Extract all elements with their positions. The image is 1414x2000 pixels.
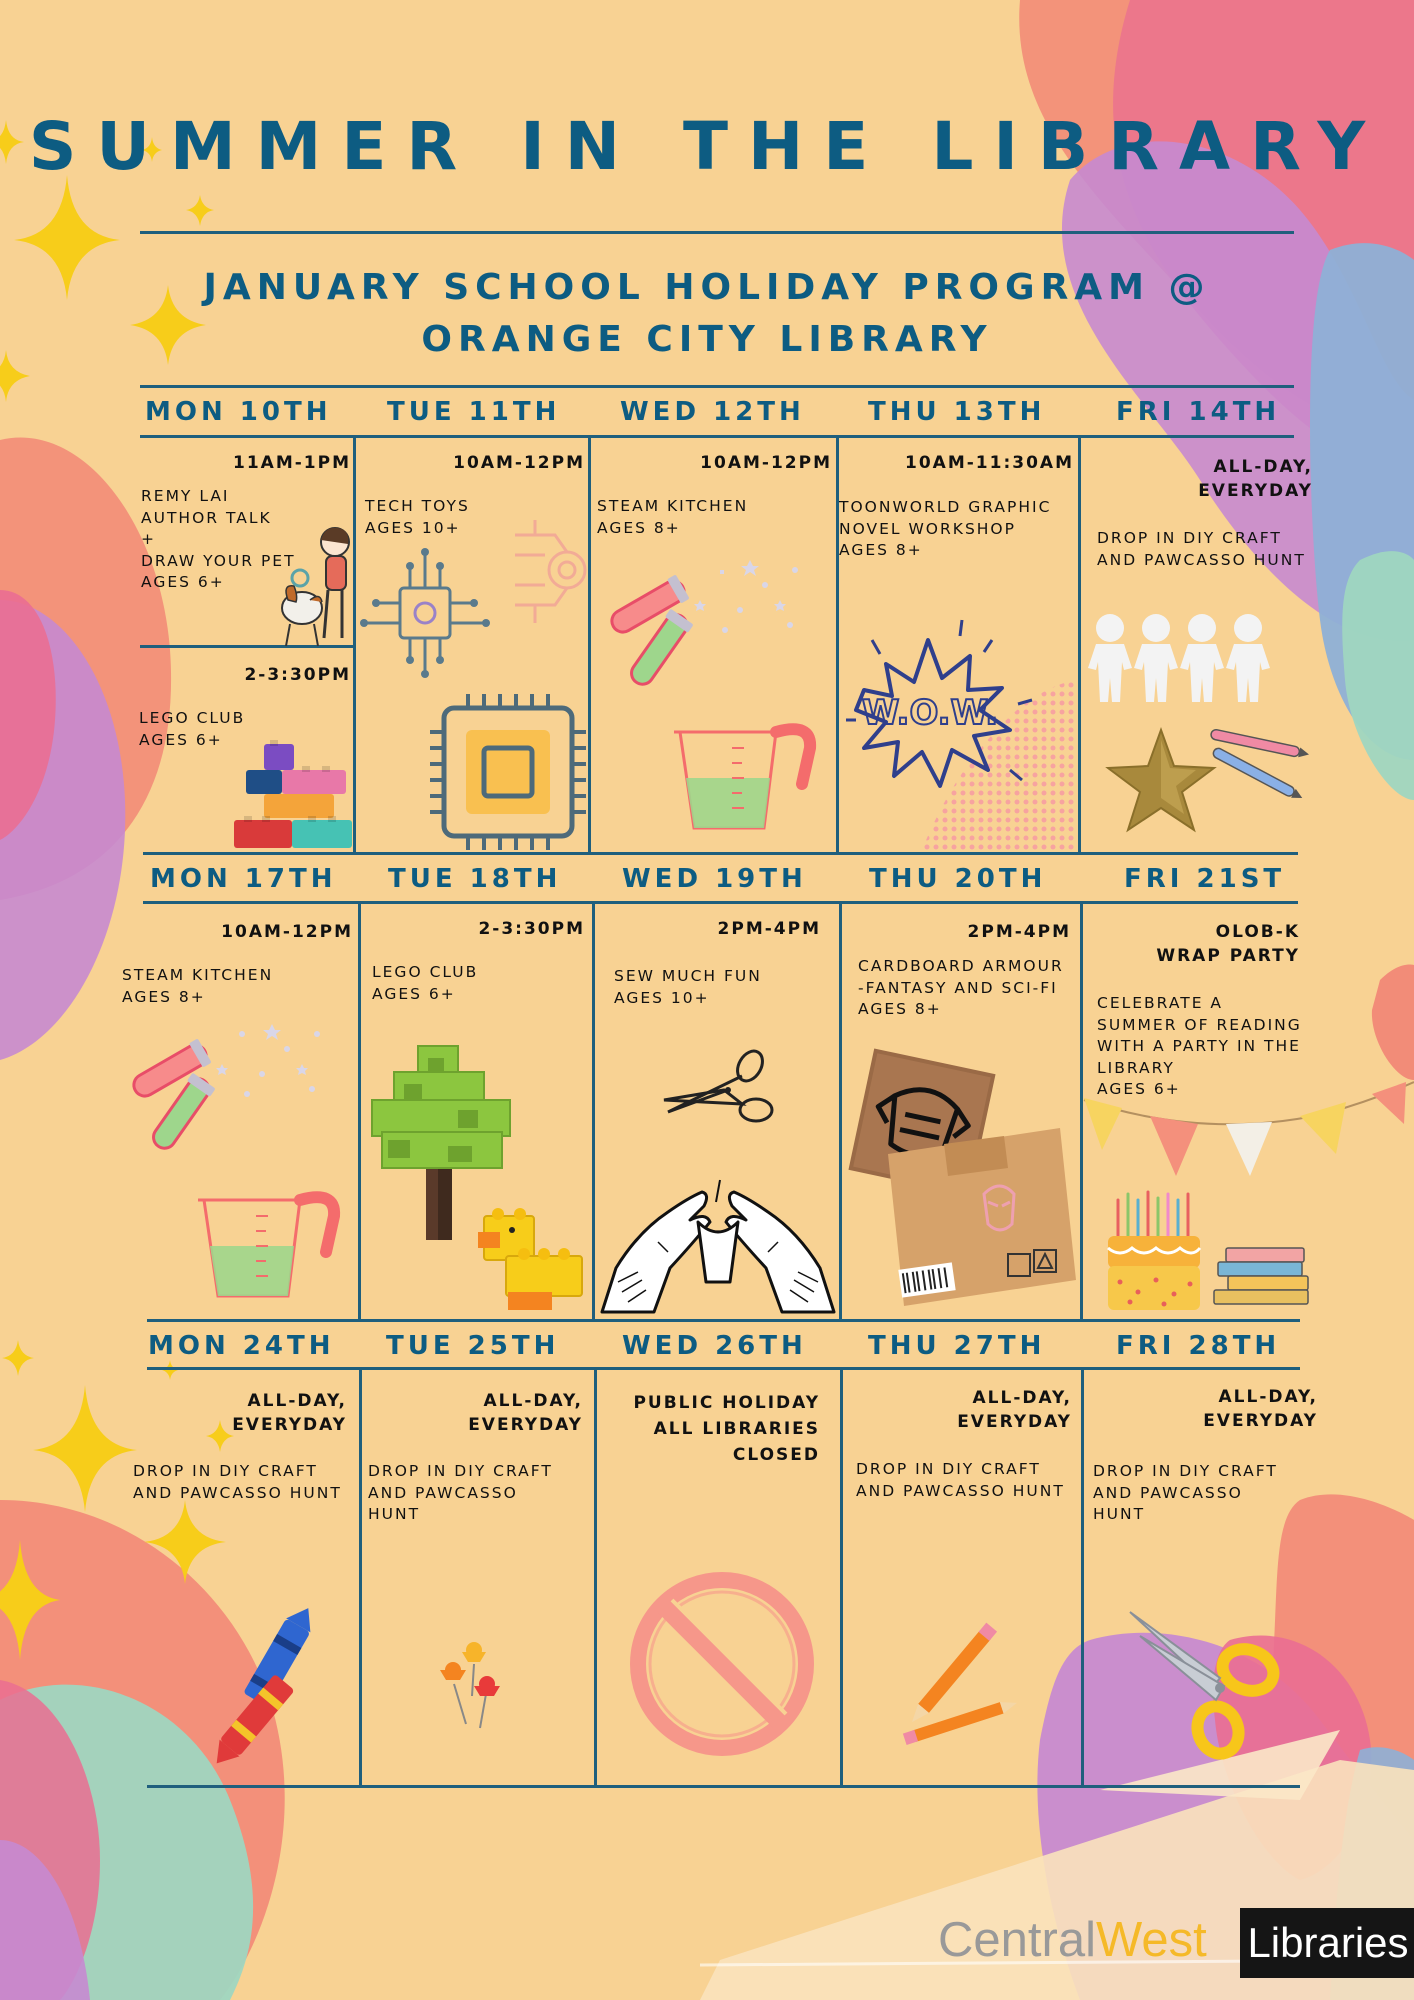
event-description [368, 1461, 553, 1526]
divider [140, 385, 1294, 388]
event-time: 10AM-12PM [453, 453, 585, 473]
event-line: DRAW YOUR PET [141, 551, 296, 570]
bunting-icon [1084, 1080, 1414, 1180]
event-time [957, 1386, 1072, 1434]
event-line: CELEBRATE A [1097, 994, 1224, 1012]
event-line: LEGO CLUB [372, 963, 479, 981]
circuit-icon [515, 515, 587, 625]
event-time: 11AM-1PM [233, 453, 351, 473]
event-time-line: ALL-DAY, [1218, 1387, 1318, 1407]
event-time-line: EVERYDAY [957, 1412, 1072, 1432]
event-line: STEAM KITCHEN [597, 497, 749, 515]
event-line: AUTHOR TALK [141, 508, 272, 527]
day-header-wed-19: WED 19TH [622, 864, 807, 894]
event-time [1203, 1385, 1318, 1433]
event-line: -FANTASY AND SCI-FI [858, 978, 1058, 997]
event-line: AGES 8+ [839, 541, 923, 559]
column-divider [1080, 902, 1083, 1319]
column-divider [594, 1368, 597, 1785]
event-line: AGES 8+ [597, 518, 681, 537]
event-time-line: EVERYDAY [1198, 481, 1313, 501]
day-header-wed-26: WED 26TH [622, 1331, 807, 1361]
column-divider [358, 902, 361, 1319]
day-header-fri-21: FRI 21ST [1124, 864, 1286, 894]
crayons-icon [206, 1618, 314, 1754]
event-description [1097, 528, 1306, 571]
day-header-tue-18: TUE 18TH [388, 864, 562, 894]
event-description [1093, 1461, 1278, 1526]
event-time: 2-3:30PM [478, 919, 585, 939]
event-description [122, 965, 273, 1008]
logo-wordmark [938, 1912, 1207, 1968]
event-line: SEW MUCH FUN [614, 967, 762, 985]
event-description [614, 966, 762, 1009]
event-description [141, 486, 296, 594]
event-time: 2PM-4PM [717, 919, 821, 939]
column-divider [1078, 436, 1081, 852]
yellow-scissors-icon [1120, 1606, 1290, 1756]
push-pins-icon [426, 1640, 510, 1730]
column-divider [839, 902, 842, 1319]
closed-notice [633, 1390, 820, 1468]
birthday-cake-icon [1104, 1188, 1204, 1312]
event-time: 10AM-12PM [221, 922, 353, 942]
event-line: DROP IN DIY CRAFT [368, 1462, 553, 1480]
scissors-icon [658, 1046, 784, 1138]
circuit-icon [360, 548, 490, 678]
column-divider [1081, 1368, 1084, 1785]
event-time-line: EVERYDAY [468, 1415, 583, 1435]
event-time-line: ALL-DAY, [1213, 457, 1313, 477]
event-line: AGES 6+ [139, 730, 223, 749]
event-line: AND PAWCASSO [368, 1483, 518, 1502]
subtitle-line-2: ORANGE CITY LIBRARY [421, 319, 993, 360]
event-description [839, 497, 1051, 562]
column-divider [359, 1368, 362, 1785]
measuring-jug-icon [672, 718, 817, 836]
day-header-thu-20: THU 20TH [869, 864, 1047, 894]
event-line: LIBRARY [1097, 1058, 1175, 1077]
event-time: 10AM-12PM [700, 453, 832, 473]
event-line: LEGO CLUB [139, 709, 246, 727]
event-line: AND PAWCASSO HUNT [1097, 550, 1306, 569]
logo-west-text: West [1095, 1913, 1207, 1967]
event-time-line: EVERYDAY [1203, 1411, 1318, 1431]
event-time: 10AM-11:30AM [905, 453, 1074, 473]
event-line: AGES 10+ [614, 988, 710, 1007]
divider [147, 1785, 1300, 1788]
logo-libraries-box: Libraries [1240, 1908, 1414, 1978]
pens-icon [1200, 724, 1310, 806]
event-description [858, 956, 1064, 1021]
event-line: + [141, 530, 156, 548]
event-line: SUMMER OF READING [1097, 1015, 1302, 1034]
event-time-line: OLOB-K [1215, 922, 1300, 942]
subtitle-line-1: JANUARY SCHOOL HOLIDAY PROGRAM @ [203, 267, 1211, 308]
event-description [139, 708, 245, 751]
lego-bricks-icon [232, 740, 356, 852]
event-line: AND PAWCASSO HUNT [856, 1481, 1065, 1500]
wow-burst-icon [842, 600, 1077, 850]
divider [147, 1367, 1300, 1370]
page-subtitle [180, 262, 1234, 366]
event-line: AGES 6+ [141, 573, 225, 591]
event-time-line: ALL-DAY, [972, 1388, 1072, 1408]
logo-central-text: Central [938, 1913, 1096, 1967]
test-tubes-icon [600, 540, 810, 700]
event-time [1198, 455, 1313, 503]
event-time: 2-3:30PM [244, 665, 351, 685]
event-time-line: ALL-DAY, [483, 1391, 583, 1411]
lego-duck-icon [478, 1196, 588, 1314]
event-time [1156, 920, 1300, 968]
event-time-line: EVERYDAY [232, 1415, 347, 1435]
day-header-tue-25: TUE 25TH [386, 1331, 560, 1361]
closed-notice-line: PUBLIC HOLIDAY [633, 1393, 820, 1413]
event-time [468, 1389, 583, 1437]
closed-notice-line: ALL LIBRARIES [653, 1419, 820, 1439]
event-line: TOONWORLD GRAPHIC [839, 498, 1052, 516]
event-line: AGES 8+ [122, 987, 206, 1006]
event-line: AND PAWCASSO [1093, 1483, 1243, 1502]
event-time-line: WRAP PARTY [1156, 946, 1300, 966]
books-icon [1212, 1246, 1312, 1306]
pencils-icon [898, 1622, 1018, 1746]
event-description [856, 1459, 1065, 1502]
event-line: AGES 6+ [372, 984, 456, 1003]
measuring-jug-icon [196, 1186, 341, 1304]
event-description [365, 496, 470, 539]
divider [147, 1319, 1300, 1322]
event-description [372, 962, 478, 1005]
day-header-tue-11: TUE 11TH [387, 397, 561, 427]
event-line: DROP IN DIY CRAFT [856, 1460, 1041, 1478]
event-line: AND PAWCASSO HUNT [133, 1483, 342, 1502]
column-divider [592, 902, 595, 1319]
day-header-mon-10: MON 10TH [145, 397, 332, 427]
paper-people-icon [1088, 612, 1278, 704]
microchip-icon [428, 692, 588, 852]
event-line: STEAM KITCHEN [122, 966, 274, 984]
day-header-wed-12: WED 12TH [620, 397, 805, 427]
event-time [232, 1389, 347, 1437]
event-line: DROP IN DIY CRAFT [1097, 529, 1282, 547]
event-line: HUNT [1093, 1505, 1146, 1523]
author-drawing-icon [280, 520, 355, 650]
event-line: HUNT [368, 1505, 421, 1523]
divider [143, 852, 1298, 855]
event-line: NOVEL WORKSHOP [839, 519, 1016, 538]
divider [140, 231, 1294, 234]
page-title: SUMMER IN THE LIBRARY [28, 108, 1386, 185]
event-line: DROP IN DIY CRAFT [1093, 1462, 1278, 1480]
event-line: AGES 8+ [858, 1000, 942, 1018]
divider [140, 435, 1294, 438]
event-description [133, 1461, 342, 1504]
event-line: DROP IN DIY CRAFT [133, 1462, 318, 1480]
day-header-mon-17: MON 17TH [150, 864, 337, 894]
day-header-thu-27: THU 27TH [868, 1331, 1046, 1361]
test-tubes-icon [122, 1004, 332, 1164]
day-header-fri-28: FRI 28TH [1116, 1331, 1281, 1361]
event-line: WITH A PARTY IN THE [1097, 1037, 1301, 1055]
prohibited-icon [624, 1566, 820, 1762]
day-header-mon-24: MON 24TH [148, 1331, 335, 1361]
event-description [597, 496, 748, 539]
event-line: AGES 10+ [365, 518, 461, 537]
cardboard-box-icon [884, 1124, 1080, 1308]
sewing-hands-icon [598, 1172, 838, 1318]
column-divider [588, 436, 591, 852]
event-time-line: ALL-DAY, [247, 1391, 347, 1411]
svg-text:W.O.W.: W.O.W. [861, 693, 999, 733]
event-time: 2PM-4PM [967, 922, 1071, 942]
day-header-thu-13: THU 13TH [868, 397, 1046, 427]
event-line: CARDBOARD ARMOUR [858, 957, 1064, 975]
event-line: REMY LAI [141, 487, 230, 505]
day-header-fri-14: FRI 14TH [1116, 397, 1281, 427]
event-line: AGES 6+ [1097, 1080, 1181, 1098]
closed-notice-line: CLOSED [732, 1445, 820, 1465]
event-line: TECH TOYS [365, 497, 470, 515]
divider [143, 901, 1298, 904]
column-divider [840, 1368, 843, 1785]
